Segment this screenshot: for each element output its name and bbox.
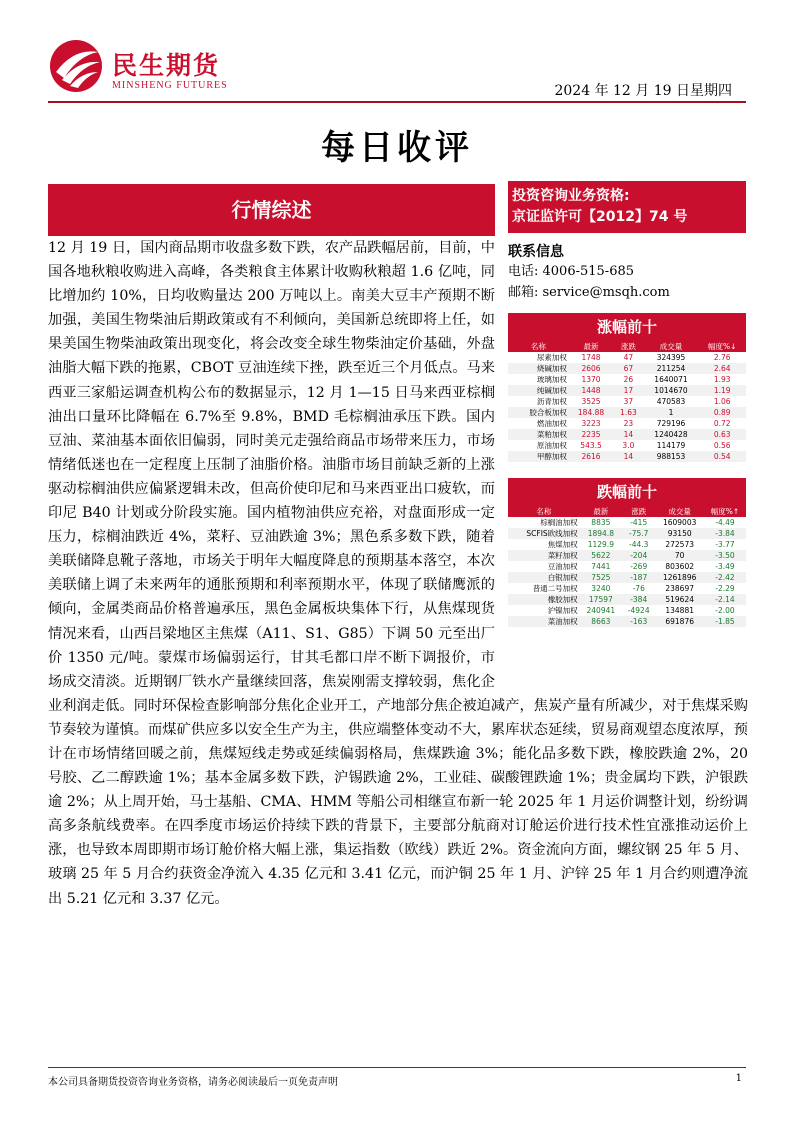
gainers-cell: 胶合板加权 <box>508 407 569 418</box>
losers-cell: -4.49 <box>704 517 746 528</box>
losers-cell: -415 <box>622 517 655 528</box>
gainers-cell: 1014670 <box>644 385 699 396</box>
gainers-cell: 纯碱加权 <box>508 385 569 396</box>
losers-cell: 3240 <box>580 583 622 594</box>
losers-cell: 豆油加权 <box>508 561 580 572</box>
losers-cell: -2.00 <box>704 605 746 616</box>
losers-cell: 8663 <box>580 616 622 627</box>
gainers-cell: 729196 <box>644 418 699 429</box>
losers-cell: 橡胶加权 <box>508 594 580 605</box>
gainers-cell: 0.56 <box>698 440 746 451</box>
gainers-cell: 1640071 <box>644 374 699 385</box>
losers-cell: -163 <box>622 616 655 627</box>
losers-cell: 238697 <box>655 583 703 594</box>
losers-cell: SCFIS欧线加权 <box>508 528 580 539</box>
gainers-cell: 3.0 <box>613 440 643 451</box>
gainers-header-0: 名称 <box>508 341 569 352</box>
gainers-cell: 1748 <box>569 352 613 363</box>
gainers-cell: 184.88 <box>569 407 613 418</box>
gainers-cell: 1240428 <box>644 429 699 440</box>
gainers-cell: 燃油加权 <box>508 418 569 429</box>
losers-cell: -4924 <box>622 605 655 616</box>
qualification-box <box>508 181 746 233</box>
gainers-title: 涨幅前十 <box>508 313 746 341</box>
qualification-line-1: 投资咨询业务资格: <box>512 188 630 204</box>
gainers-cell: 988153 <box>644 451 699 462</box>
losers-cell: -1.85 <box>704 616 746 627</box>
losers-cell: -2.42 <box>704 572 746 583</box>
gainers-cell: 3223 <box>569 418 613 429</box>
gainers-cell: 2606 <box>569 363 613 374</box>
gainers-cell: 26 <box>613 374 643 385</box>
losers-cell: -3.50 <box>704 550 746 561</box>
logo-name-en: MINSHENG FUTURES <box>112 80 228 91</box>
losers-cell: 134881 <box>655 605 703 616</box>
losers-cell: -3.77 <box>704 539 746 550</box>
losers-cell: 1261896 <box>655 572 703 583</box>
gainers-header-2: 涨跌 <box>613 341 643 352</box>
logo-name-cn: 民生期货 <box>112 51 221 80</box>
gainers-cell: 2.64 <box>698 363 746 374</box>
losers-cell: 1129.9 <box>580 539 622 550</box>
losers-cell: 菜籽加权 <box>508 550 580 561</box>
footer-divider <box>48 1067 746 1068</box>
losers-header-3: 成交量 <box>655 506 703 517</box>
losers-cell: -2.29 <box>704 583 746 594</box>
gainers-cell: 47 <box>613 352 643 363</box>
contact-heading: 联系信息 <box>508 244 564 260</box>
losers-cell: 691876 <box>655 616 703 627</box>
gainers-cell: 23 <box>613 418 643 429</box>
qualification-line-2: 京证监许可【2012】74 号 <box>512 209 688 225</box>
losers-cell: -76 <box>622 583 655 594</box>
losers-cell: 519624 <box>655 594 703 605</box>
company-logo <box>48 38 238 96</box>
report-date: 2024 年 12 月 19 日星期四 <box>554 83 732 99</box>
gainers-cell: 甲醇加权 <box>508 451 569 462</box>
page-number: 1 <box>735 1073 742 1084</box>
losers-cell: 8835 <box>580 517 622 528</box>
gainers-cell: 1 <box>644 407 699 418</box>
gainers-cell: 1.19 <box>698 385 746 396</box>
gainers-cell: 烧碱加权 <box>508 363 569 374</box>
market-summary <box>48 236 748 911</box>
page-title: 每日收评 <box>321 128 473 168</box>
gainers-cell: 324395 <box>644 352 699 363</box>
contact-email: 邮箱: service@msqh.com <box>508 285 670 300</box>
gainers-cell: 3525 <box>569 396 613 407</box>
market-summary-paragraph: 12 月 19 日，国内商品期市收盘多数下跌，农产品跌幅居前，目前，中国各地秋粮收购进入高峰，各类粮食主体累计收购秋粮超 1.6 亿吨，同比增加约 10%，日均收购量达 200 万吨以上。南美大豆丰产预期不断加强，美国生物柴油后期政策或有不利倾向，美国新总统即将上任，如果美国生物柴油政策出现变化，将会改变全球生物柴油定价基础，外盘油脂大幅下跌的拖累，CBOT 豆油连续下挫，跌至近三个月低点。马来西亚三家船运调查机构公布的数据显示，12 月 1—15 日马来西亚棕榈油出口量环比降幅在 6.7%至 9.8%，BMD 毛棕榈油承压下跌。国内豆油、菜油基本面依旧偏弱，同时美元走强给商品市场带来压力，市场情绪低迷也在一定程度上压制了油脂价格。油脂市场目前缺乏新的上涨驱动棕榈油供应偏紧逻辑未改，但高价使印尼和马来西亚出口疲软，而印尼 B40 计划或分阶段实施。国内植物油供应充裕，对盘面形成一定压力，棕榈油跌近 4%，菜籽、豆油跌逾 3%；黑色系多数下跌，随着美联储降息靴子落地，市场关于明年大幅度降息的预期基本落空，本次美联储上调了未来两年的通胀预期和利率预期水平，体现了联储鹰派的倾向，金属类商品价格普遍承压，黑色金属板块集体下行，从焦煤现货情况来看，山西吕梁地区主焦煤（A11、S1、G85）下调 50 元至出厂价 1350 元/吨。蒙煤市场偏弱运行，甘其毛都口岸不断下调报价，市场成交清淡。近期钢厂铁水产量继续回落，焦炭刚需支撑较弱，焦化企业利润走低。同时环保检查影响部分焦化企业开工，产地部分焦企被迫减产，焦炭产量有所减少，对于焦煤采购节奏较为谨慎。而煤矿供应多以安全生产为主，供应端整体变动不大，累库状态延续，贸易商观望态度浓厚，预计在市场情绪回暖之前，焦煤短线走势或延续偏弱格局，焦煤跌逾 3%；能化品多数下跌，橡胶跌逾 2%，20 号胶、乙二醇跌逾 1%；基本金属多数下跌，沪锡跌逾 2%，工业硅、碳酸锂跌逾 1%；贵金属均下跌，沪银跌逾 2%；从上周开始，马士基船、CMA、HMM 等船公司相继宣布新一轮 2025 年 1 月运价调整计划，纷纷调高多条航线费率。在四季度市场运价持续下跌的背景下，主要部分航商对订舱运价进行技术性宜涨推动运价上涨，也导致本周即期市场订舱价格大幅上涨，集运指数（欧线）跌近 2%。资金流向方面，螺纹钢 25 年 5 月、玻璃 25 年 5 月合约获资金净流入 4.35 亿元和 3.41 亿元，而沪铜 25 年 1 月、沪锌 25 年 1 月合约则遭净流出 5.21 亿元和 3.37 亿元。 <box>48 240 748 907</box>
losers-cell: 70 <box>655 550 703 561</box>
gainers-cell: 1448 <box>569 385 613 396</box>
losers-cell: -187 <box>622 572 655 583</box>
gainers-cell: 尿素加权 <box>508 352 569 363</box>
losers-header-1: 最新 <box>580 506 622 517</box>
gainers-cell: 2616 <box>569 451 613 462</box>
gainers-cell: 0.54 <box>698 451 746 462</box>
gainers-cell: 1.06 <box>698 396 746 407</box>
losers-header-0: 名称 <box>508 506 580 517</box>
losers-cell: -3.84 <box>704 528 746 539</box>
losers-cell: -384 <box>622 594 655 605</box>
gainers-cell: 14 <box>613 451 643 462</box>
losers-cell: 白银加权 <box>508 572 580 583</box>
gainers-cell: 14 <box>613 429 643 440</box>
losers-cell: 普通二号加权 <box>508 583 580 594</box>
losers-cell: -75.7 <box>622 528 655 539</box>
losers-cell: 272573 <box>655 539 703 550</box>
losers-cell: 93150 <box>655 528 703 539</box>
gainers-cell: 17 <box>613 385 643 396</box>
sidebar-spacer <box>503 236 748 676</box>
gainers-cell: 沥青加权 <box>508 396 569 407</box>
losers-cell: -204 <box>622 550 655 561</box>
section-heading: 行情综述 <box>48 184 495 236</box>
footer-disclaimer: 本公司具备期货投资咨询业务资格，请务必阅读最后一页免责声明 <box>48 1077 338 1088</box>
losers-cell: 沪镍加权 <box>508 605 580 616</box>
gainers-cell: 1.63 <box>613 407 643 418</box>
gainers-cell: 1.93 <box>698 374 746 385</box>
gainers-cell: 543.5 <box>569 440 613 451</box>
losers-cell: 17597 <box>580 594 622 605</box>
gainers-cell: 菜粕加权 <box>508 429 569 440</box>
losers-cell: 803602 <box>655 561 703 572</box>
losers-title: 跌幅前十 <box>508 478 746 506</box>
contact-phone: 电话: 4006-515-685 <box>508 264 635 279</box>
losers-cell: -2.14 <box>704 594 746 605</box>
gainers-header-1: 最新 <box>569 341 613 352</box>
gainers-cell: 玻璃加权 <box>508 374 569 385</box>
gainers-cell: 211254 <box>644 363 699 374</box>
gainers-cell: 2.76 <box>698 352 746 363</box>
losers-cell: 7441 <box>580 561 622 572</box>
losers-cell: -269 <box>622 561 655 572</box>
losers-header-4: 幅度%↑ <box>704 506 746 517</box>
gainers-header-4: 幅度%↓ <box>698 341 746 352</box>
gainers-cell: 67 <box>613 363 643 374</box>
losers-cell: 1894.8 <box>580 528 622 539</box>
gainers-cell: 原油加权 <box>508 440 569 451</box>
losers-cell: 7525 <box>580 572 622 583</box>
losers-header-2: 涨跌 <box>622 506 655 517</box>
minsheng-logo-icon <box>48 38 106 94</box>
losers-cell: 1609003 <box>655 517 703 528</box>
gainers-cell: 0.89 <box>698 407 746 418</box>
losers-cell: 240941 <box>580 605 622 616</box>
header-divider <box>48 101 746 103</box>
losers-cell: -44.3 <box>622 539 655 550</box>
gainers-cell: 1370 <box>569 374 613 385</box>
losers-cell: 棕榈油加权 <box>508 517 580 528</box>
losers-cell: 菜油加权 <box>508 616 580 627</box>
gainers-cell: 2235 <box>569 429 613 440</box>
gainers-cell: 470583 <box>644 396 699 407</box>
losers-cell: -3.49 <box>704 561 746 572</box>
losers-cell: 焦煤加权 <box>508 539 580 550</box>
gainers-cell: 0.63 <box>698 429 746 440</box>
gainers-header-3: 成交量 <box>644 341 699 352</box>
losers-cell: 5622 <box>580 550 622 561</box>
gainers-cell: 37 <box>613 396 643 407</box>
gainers-cell: 0.72 <box>698 418 746 429</box>
gainers-cell: 114179 <box>644 440 699 451</box>
